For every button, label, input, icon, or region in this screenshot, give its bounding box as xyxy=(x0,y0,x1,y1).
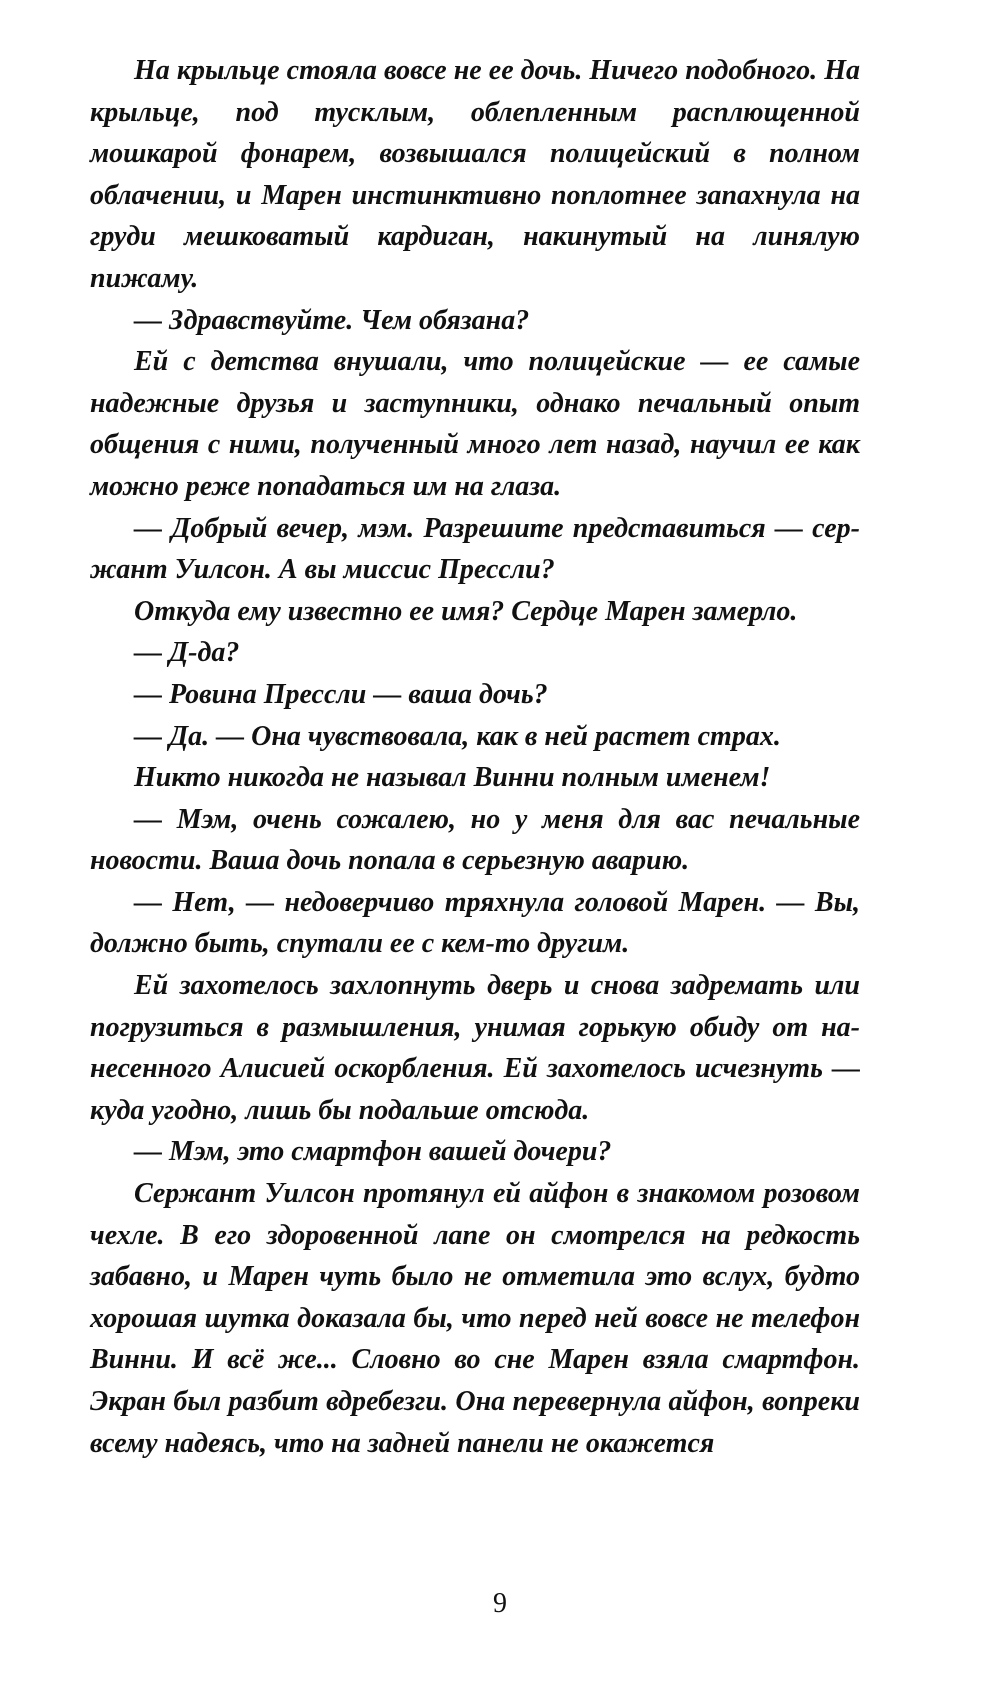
paragraph: — Мэм, очень сожалею, но у меня для вас печальные новости. Ваша дочь попала в серьезную аварию. xyxy=(90,803,860,877)
paragraph: — Д-да? xyxy=(134,637,240,669)
paragraph: — Мэм, это смартфон вашей дочери? xyxy=(134,1136,612,1168)
paragraph: На крыльце стояла вовсе не ее дочь. Ничего подобного. На крыльце, под тусклым, облепленным расплющенной мошкарой фонарем, возвышался полицейский в полном облачении, и Марен инстинктивно поплотнее запахнула на груди мешковатый кардиган, накинутый на линялую пижаму. xyxy=(90,55,860,294)
paragraph: — Нет, — недоверчиво тряхнула головой Марен. — Вы, должно быть, спутали ее с кем-то другим. xyxy=(90,886,860,960)
paragraph: Никто никогда не называл Винни полным именем! xyxy=(134,762,771,794)
paragraph: Сержант Уилсон протянул ей айфон в знакомом розовом чехле. В его здоровенной лапе он смотрелся на редкость забавно, и Марен чуть было не отметила это вслух, будто хорошая шутка доказала бы, что перед ней вовсе не телефон Винни. И всё же... Словно во сне Марен взяла смартфон. Экран был разбит вдребезги. Она перевернула айфон, вопреки всему надеясь, что на задней панели не окажется xyxy=(90,1178,860,1459)
paragraph: — Добрый вечер, мэм. Разрешите представиться — сержант Уилсон. А вы миссис Прессли? xyxy=(90,512,860,586)
paragraph: Откуда ему известно ее имя? Сердце Марен замерло. xyxy=(134,595,798,627)
paragraph: — Здравствуйте. Чем обязана? xyxy=(134,304,530,336)
paragraph: Ей с детства внушали, что полицейские — ее самые надежные друзья и заступники, однако печальный опыт общения с ними, полученный много лет назад, научил ее как можно реже попадаться им на глаза. xyxy=(90,346,860,502)
page-number: 9 xyxy=(493,1588,507,1619)
paragraph: — Да. — Она чувствовала, как в ней растет страх. xyxy=(134,720,781,752)
paragraph: Ей захотелось захлопнуть дверь и снова задремать или погрузиться в размышления, унимая горькую обиду от нанесенного Алисией оскорбления. Ей захотелось исчезнуть — куда угодно, лишь бы подальше отсюда. xyxy=(90,970,860,1126)
book-page-text xyxy=(90,50,860,1464)
paragraph: — Ровина Прессли — ваша дочь? xyxy=(134,678,548,710)
